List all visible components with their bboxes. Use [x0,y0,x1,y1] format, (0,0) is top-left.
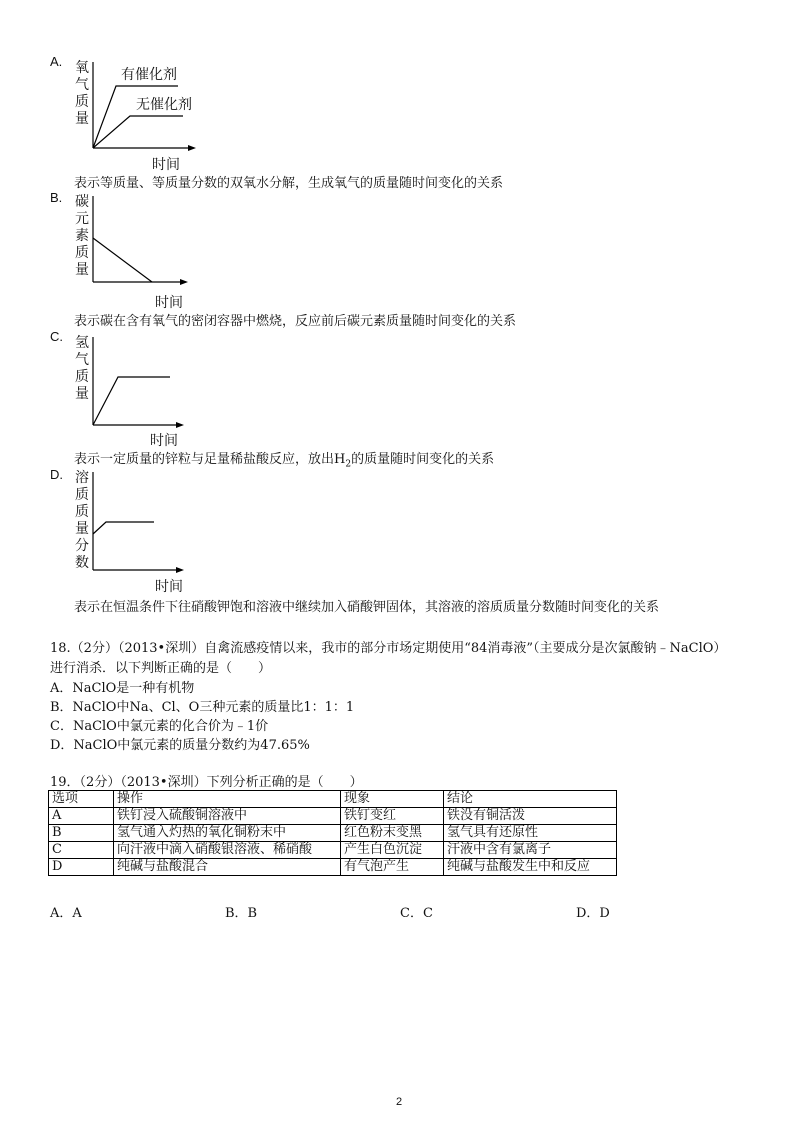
page-number: 2 [396,1096,403,1108]
line-label-without-catalyst: 无催化剂 [136,97,192,113]
ylabel-char: 素 [75,228,89,244]
x-axis-arrow-icon [176,567,184,573]
graph-d-xlabel: 时间 [155,579,183,595]
hydrogen-mass-line [93,377,170,425]
table-header: 现象 [341,791,444,808]
q19-choice-d: D．D [576,906,610,921]
table-cell: 纯碱与盐酸混合 [114,859,341,876]
ylabel-char: 溶 [75,470,89,486]
graph-c-xlabel: 时间 [150,433,178,449]
ylabel-char: 分 [75,538,89,554]
q18-option-b: B．NaClO中Na、Cl、O三种元素的质量比1：1：1 [50,700,355,715]
table-cell: D [49,859,114,876]
ylabel-char: 量 [75,111,89,127]
graph-b-plot [88,194,208,294]
q18-stem-line2: 进行消杀．以下判断正确的是（ ） [50,661,272,676]
table-row [49,825,617,842]
line-without-catalyst [93,116,183,148]
ylabel-char: 质 [75,94,89,110]
ylabel-char: 元 [75,211,89,227]
table-header: 操作 [114,791,341,808]
ylabel-char: 氢 [75,335,89,351]
caption-text: 的质量随时间变化的关系 [351,452,495,467]
table-cell: 铁钉变红 [341,808,444,825]
table-cell: 铁钉浸入硫酸铜溶液中 [114,808,341,825]
q18-stem-line1: 18.（2分）（2013•深圳）自禽流感疫情以来，我市的部分市场定期使用“84消毒液”（主要成分是次氯酸钠﹣NaClO） [50,641,727,656]
table-cell: 铁没有铜活泼 [444,808,617,825]
table-cell: C [49,842,114,859]
formula-h: H [334,452,346,467]
x-axis-arrow-icon [180,279,188,285]
ylabel-char: 量 [75,262,89,278]
ylabel-char: 氧 [75,60,89,76]
graph-c-caption [74,448,494,470]
ylabel-char: 质 [75,504,89,520]
table-cell: 氢气通入灼热的氧化铜粉末中 [114,825,341,842]
q19-choice-c: C．C [400,906,433,921]
table-cell: 产生白色沉淀 [341,842,444,859]
table-cell: 纯碱与盐酸发生中和反应 [444,859,617,876]
graph-b-caption: 表示碳在含有氧气的密闭容器中燃烧，反应前后碳元素质量随时间变化的关系 [74,314,517,329]
table-cell: 汗液中含有氯离子 [444,842,617,859]
option-c-label: C. [50,329,63,344]
formula-subscript: 2 [345,459,352,470]
ylabel-char: 质 [75,487,89,503]
table-header: 选项 [49,791,114,808]
ylabel-char: 质 [75,245,89,261]
q18-option-d: D．NaClO中氯元素的质量分数约为47.65% [50,738,310,753]
ylabel-char: 量 [75,386,89,402]
option-d-label: D. [50,467,63,482]
graph-b-xlabel: 时间 [155,295,183,311]
graph-d-plot [88,470,208,575]
q18-option-a: A．NaClO是一种有机物 [50,681,195,696]
graph-d-caption: 表示在恒温条件下往硝酸钾饱和溶液中继续加入硝酸钾固体，其溶液的溶质质量分数随时间变化的关系 [74,600,660,615]
ylabel-char: 数 [75,555,89,571]
x-axis-arrow-icon [188,145,196,151]
q19-stem: 19．（2分）（2013•深圳）下列分析正确的是（ ） [50,775,363,790]
graph-c-plot [88,335,208,435]
caption-text: 表示一定质量的锌粒与足量稀盐酸反应，放出 [74,452,335,467]
graph-a-caption: 表示等质量、等质量分数的双氧水分解，生成氧气的质量随时间变化的关系 [74,176,504,191]
carbon-mass-line [93,238,152,282]
line-label-with-catalyst: 有催化剂 [121,67,177,83]
q18-option-c: C．NaClO中氯元素的化合价为﹣1价 [50,719,269,734]
ylabel-char: 气 [75,77,89,93]
ylabel-char: 碳 [75,194,89,210]
q19-choice-a: A．A [50,906,82,921]
table-cell: A [49,808,114,825]
ylabel-char: 气 [75,352,89,368]
x-axis-arrow-icon [176,422,184,428]
ylabel-char: 质 [75,369,89,385]
table-cell: 红色粉末变黑 [341,825,444,842]
table-cell: 向汗液中滴入硝酸银溶液、稀硝酸 [114,842,341,859]
option-a-label: A. [50,54,63,69]
table-row [49,859,617,876]
graph-a-xlabel: 时间 [152,157,180,173]
table-cell: 有气泡产生 [341,859,444,876]
table-row [49,808,617,825]
table-cell: B [49,825,114,842]
ylabel-char: 量 [75,521,89,537]
q19-table [48,790,617,876]
table-header: 结论 [444,791,617,808]
q19-choice-b: B．B [225,906,258,921]
table-header-row [49,791,617,808]
table-row [49,842,617,859]
solute-fraction-line [93,522,154,534]
table-cell: 氢气具有还原性 [444,825,617,842]
option-b-label: B. [50,190,63,205]
